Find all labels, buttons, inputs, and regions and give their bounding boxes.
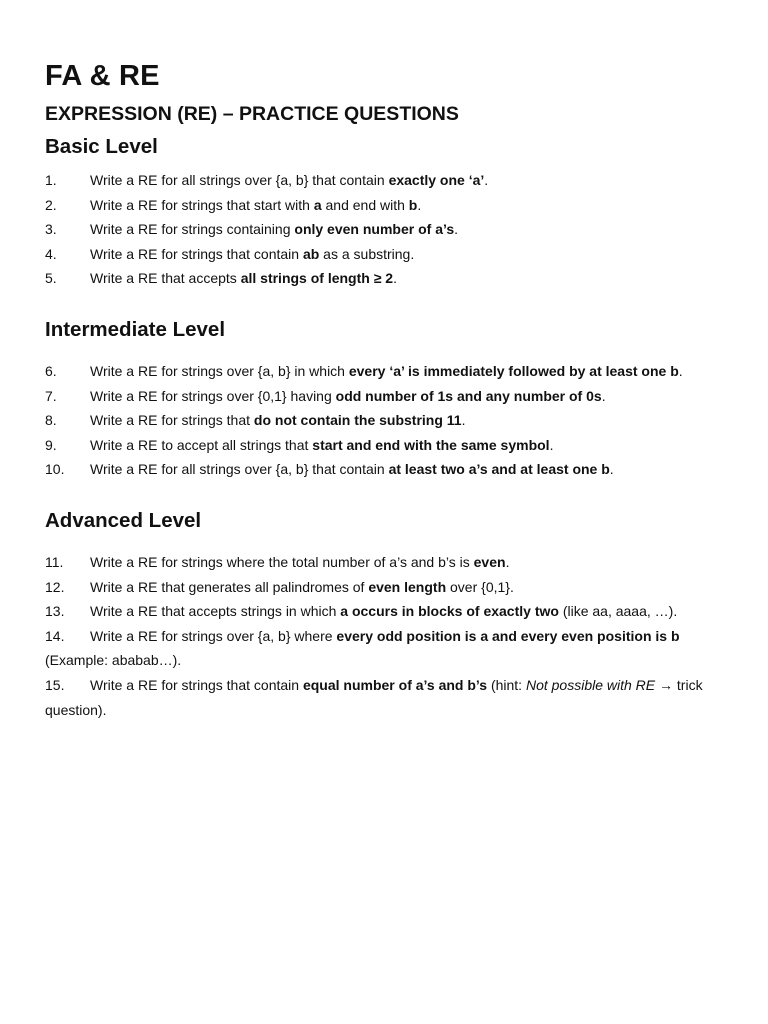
question-item: [45, 673, 728, 722]
question-text: Write a RE for strings that contain: [90, 245, 303, 262]
question-text: .: [678, 362, 683, 379]
question-emphasis: ab: [302, 245, 320, 262]
question-text: Write a RE for strings over {a, b} in which: [90, 362, 349, 379]
question-text: and end with: [321, 196, 409, 213]
question-number: 1.: [45, 172, 57, 188]
question-text: .: [461, 412, 466, 429]
question-text: Write a RE for all strings over {a, b} that contain: [90, 461, 389, 478]
section-basic: [45, 132, 728, 291]
question-item: [45, 408, 728, 433]
question-text: (like aa, aaaa, …).: [558, 603, 678, 620]
question-emphasis: do not contain the substring 11: [253, 412, 462, 429]
question-item: [45, 266, 728, 291]
question-text: .: [417, 196, 422, 213]
doc-subtitle: EXPRESSION (RE) – PRACTICE QUESTIONS: [45, 103, 459, 125]
question-number: 4.: [45, 245, 57, 262]
question-text: Write a RE that generates all palindromes of: [90, 578, 369, 595]
question-item: [45, 550, 728, 575]
question-text: .: [609, 461, 614, 478]
question-number: 14.: [45, 627, 65, 644]
question-text: Write a RE to accept all strings that: [90, 436, 313, 453]
question-text: (hint:: [487, 676, 526, 693]
question-text: Write a RE that accepts strings in which: [90, 603, 341, 620]
question-number: 3.: [45, 221, 57, 238]
question-text: .: [505, 553, 510, 570]
question-item: [45, 168, 728, 193]
question-emphasis: only even number of a’s: [294, 221, 455, 238]
section-advanced: [45, 506, 728, 722]
question-text: → trick question).: [45, 676, 703, 718]
question-text: Write a RE for strings where the total number of a’s and b’s is: [90, 553, 474, 570]
question-text: Write a RE for all strings over {a, b} that contain: [90, 172, 389, 188]
question-emphasis: start and end with the same symbol: [312, 436, 550, 453]
question-emphasis: a occurs in blocks of exactly two: [340, 603, 559, 620]
section-intermediate: [45, 315, 728, 482]
question-text: .: [484, 172, 489, 188]
question-emphasis: equal number of a’s and b’s: [302, 676, 488, 693]
question-item: [45, 359, 728, 384]
question-emphasis: all strings of length ≥ 2: [240, 270, 394, 287]
question-number: 11.: [45, 553, 64, 570]
question-number: 6.: [45, 362, 57, 379]
question-emphasis: even: [473, 553, 506, 570]
question-emphasis: every odd position is a and every even position is b: [336, 627, 680, 644]
question-item: [45, 457, 728, 482]
question-text: .: [601, 387, 606, 404]
question-number: 12.: [45, 578, 65, 595]
question-emphasis: at least two a’s and at least one b: [388, 461, 610, 478]
question-text: .: [549, 436, 554, 453]
question-emphasis: odd number of 1s and any number of 0s: [335, 387, 602, 404]
question-number: 15.: [45, 676, 65, 693]
question-item: [45, 575, 728, 600]
question-emphasis: every ‘a’ is immediately followed by at least one b: [348, 362, 679, 379]
question-list: [45, 168, 728, 291]
question-item: [45, 217, 728, 242]
question-item: [45, 599, 728, 624]
question-text: Write a RE for strings over {a, b} where: [90, 627, 337, 644]
question-text: Write a RE for strings containing: [90, 221, 295, 238]
question-item: [45, 433, 728, 458]
question-text: Write a RE that accepts: [90, 270, 241, 287]
question-item: [45, 242, 728, 267]
question-number: 13.: [45, 603, 65, 620]
question-italic: Not possible with RE: [525, 676, 656, 693]
question-text: Write a RE for strings that: [90, 412, 254, 429]
doc-title: FA & RE: [45, 60, 160, 92]
question-text: as a substring.: [319, 245, 415, 262]
question-number: 9.: [45, 436, 57, 453]
question-text: Write a RE for strings over {0,1} having: [90, 387, 336, 404]
question-item: [45, 624, 728, 673]
question-text: (Example: ababab…).: [45, 652, 182, 669]
section-heading: Advanced Level: [45, 508, 202, 532]
question-emphasis: even length: [368, 578, 447, 595]
question-text: Write a RE for strings that contain: [90, 676, 303, 693]
question-list: [45, 550, 728, 722]
question-number: 10.: [45, 461, 65, 478]
question-number: 7.: [45, 387, 57, 404]
question-number: 2.: [45, 196, 57, 213]
question-item: [45, 384, 728, 409]
question-emphasis: exactly one ‘a’: [388, 172, 485, 188]
question-text: .: [393, 270, 397, 287]
section-heading: Basic Level: [45, 135, 158, 158]
section-heading: Intermediate Level: [45, 317, 226, 341]
question-text: over {0,1}.: [446, 578, 514, 595]
question-text: .: [454, 221, 459, 238]
question-emphasis: b: [408, 196, 418, 213]
question-item: [45, 193, 728, 218]
question-emphasis: a: [313, 196, 322, 213]
question-list: [45, 359, 728, 482]
question-number: 5.: [45, 270, 57, 287]
question-text: Write a RE for strings that start with: [90, 196, 314, 213]
question-number: 8.: [45, 412, 57, 429]
